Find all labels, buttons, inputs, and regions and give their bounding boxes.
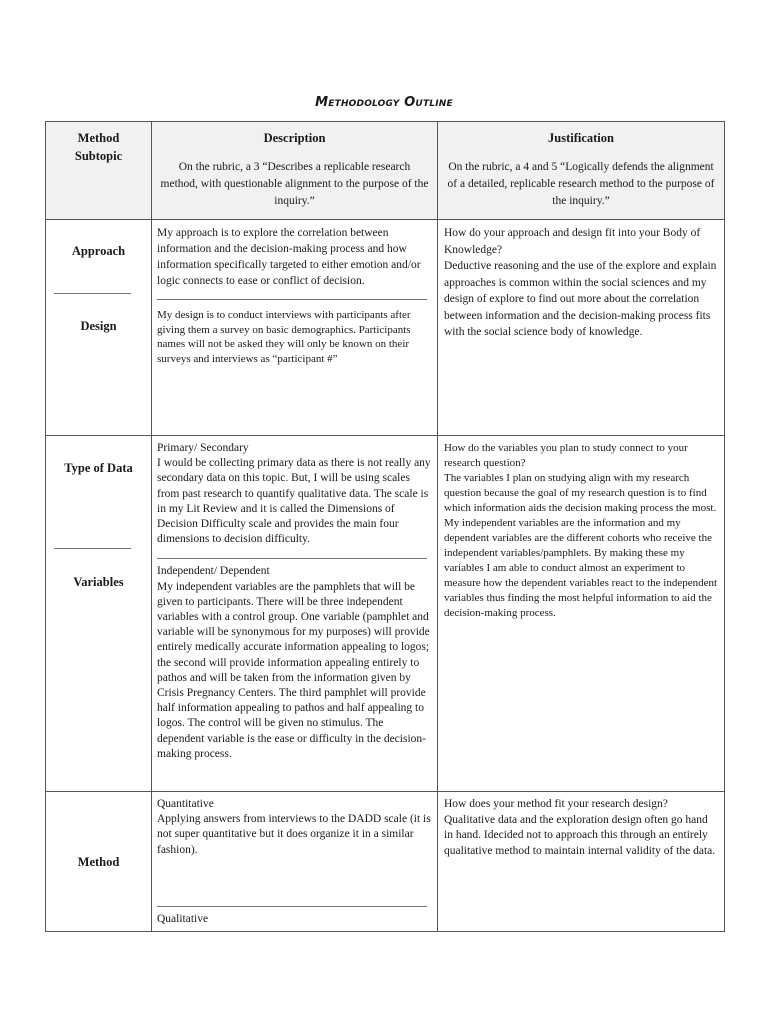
table-row	[46, 792, 725, 932]
subtopic-cell	[46, 220, 152, 436]
justification-text: How does your method fit your research design? Qualitative data and the exploration design often go hand in hand. Idecided not to approach this through an entirely qualitative method to maintain internal validity of the data.	[444, 798, 716, 857]
header-subtopic-cell	[46, 122, 152, 220]
subtopic-label: Approach	[71, 244, 126, 258]
description-text: My approach is to explore the correlation between information and the decision-making process and how information specifically targeted to either emotion and/or logic connects to ease or conflict of decision.	[157, 227, 421, 287]
table-header-row	[46, 122, 725, 220]
table-row	[46, 220, 725, 436]
justification-cell	[438, 792, 725, 932]
justification-cell	[438, 436, 725, 792]
description-text: Primary/ Secondary I would be collecting primary data as there is not really any secondary data on this topic. But, I will be using scales from past research to quantify qualitative data. The scale is in my Lit Review and it is called the Dimensions of Decision Difficulty scale and provides the main four dimensions to decision difficulty.	[157, 442, 431, 546]
subtopic-label: Type of Data	[64, 461, 133, 475]
methodology-table	[45, 121, 725, 932]
justification-text: How do the variables you plan to study connect to your research question? The variables I plan on studying align with my research question because the goal of my research question is to find which information aids the decision making process the most. My independent variables are the information and my dependent variables are the different cohorts who receive the independent variables/pamphlets. By making these my variables I am able to conduct almost an experiment to measure how the dependent variables react to the independent variables thus finding the most helpful information to aid the decision-making process.	[444, 442, 718, 619]
justification-cell	[438, 220, 725, 436]
subtopic-label: Design	[80, 319, 117, 333]
subtopic-cell	[46, 792, 152, 932]
subtopic-divider	[54, 548, 131, 549]
justification-text: How do your approach and design fit into your Body of Knowledge? Deductive reasoning and the use of the explore and explain approaches is common within the social sciences and my design of explore to find out more about the correlation between information and the decision-making process fits with the social science body of knowledge.	[444, 227, 717, 338]
subtopic-divider	[54, 293, 131, 294]
header-description-text: On the rubric, a 3 “Describes a replicable research method, with questionable alignment to the purpose of the inquiry.”	[160, 161, 429, 207]
header-justification-text: On the rubric, a 4 and 5 “Logically defends the alignment of a detailed, replicable research method to the purpose of the inquiry.”	[447, 161, 715, 207]
description-cell	[152, 220, 438, 436]
document-title: Methodology Outline	[315, 95, 453, 110]
subtopic-label: Variables	[73, 575, 124, 589]
description-cell	[152, 792, 438, 932]
subtopic-cell	[46, 436, 152, 792]
description-divider	[157, 906, 427, 907]
table-row	[46, 436, 725, 792]
description-text: Quantitative Applying answers from interviews to the DADD scale (it is not super quantitative but it does organize it in a similar fashion).	[157, 798, 431, 856]
header-description-cell	[152, 122, 438, 220]
description-text: My design is to conduct interviews with participants after giving them a survey on basic demographics. Participants names will not be asked they will only be known on their surveys and interviews as “participant #”	[157, 309, 411, 365]
subtopic-label: Method	[77, 855, 120, 869]
header-subtopic-label: Method Subtopic	[74, 131, 123, 163]
header-justification-title: Justification	[548, 131, 614, 145]
description-cell	[152, 436, 438, 792]
header-justification-cell	[438, 122, 725, 220]
description-text: Independent/ Dependent My independent variables are the pamphlets that will be given to participants. There will be three independent variables with a control group. One variable (pamphlet and variable will be synonymous for my purposes) will provide entirely medically accurate information appealing to logos; the second will provide information appealing entirely to pathos and will be taken from the information given by Crisis Pregnancy Centers. The third pamphlet will provide half information appealing to pathos and half appealing to logos. The control will be given no stimulus. The dependent variable is the ease or difficulty in the decision-making process.	[157, 565, 430, 760]
description-divider	[157, 299, 427, 300]
description-text: Qualitative	[157, 912, 209, 925]
header-description-title: Description	[263, 131, 326, 145]
description-divider	[157, 558, 427, 559]
